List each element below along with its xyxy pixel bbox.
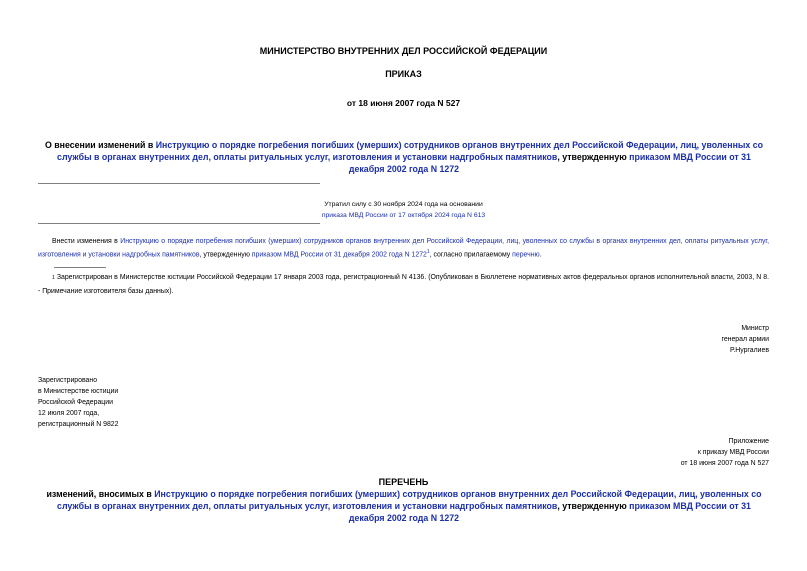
title-order-link[interactable]: приказом МВД России от 31 декабря 2002 года N 1272	[348, 152, 751, 174]
appendix-line: Приложение	[728, 438, 769, 445]
body-instruction-link[interactable]: Инструкцию о порядке погребения погибших (умерших) сотрудников органов внутренних дел Российской Федерации, лиц, уволенных со службы в органах внутренних дел, оплаты ритуальных услуг, изготовления и установки надгробных памятников	[38, 238, 769, 259]
registration-line: в Министерстве юстиции	[38, 388, 119, 395]
list-subtitle	[40, 488, 768, 524]
footnote-ref[interactable]: 1	[426, 249, 430, 255]
body-after: , согласно прилагаемому	[429, 251, 513, 259]
signature-position: Министр	[741, 325, 769, 332]
title-instruction-link[interactable]: Инструкцию о порядке погребения погибших (умерших) сотрудников органов внутренних дел Российской Федерации, лиц, уволенных со службы в органах внутренних дел, оплаты ритуальных услуг, изготовления и установки надгробных памятников	[57, 140, 763, 162]
registration-block	[38, 375, 118, 430]
list-prefix: изменений, вносимых в	[46, 489, 155, 499]
status-text: Утратил силу с 30 ноября 2024 года на основании	[324, 201, 483, 208]
footnote-mark: 1	[52, 275, 55, 281]
status-order-link[interactable]: приказа МВД России от 17 октября 2024 года N 613	[321, 212, 486, 219]
order-date: от 18 июня 2007 года N 527	[346, 98, 461, 108]
list-heading: ПЕРЕЧЕНЬ	[378, 477, 429, 487]
appendix-line: к приказу МВД России	[697, 449, 769, 456]
title-middle: , утвержденную	[557, 152, 630, 162]
signature-name: Р.Нургалиев	[730, 347, 769, 354]
order-heading: ПРИКАЗ	[385, 69, 422, 79]
document-title	[40, 139, 768, 175]
registration-line: регистрационный N 9822	[38, 421, 119, 428]
appendix-block	[681, 436, 769, 469]
list-middle: , утвержденную	[557, 501, 630, 511]
body-order-link[interactable]: приказом МВД России от 31 декабря 2002 года N 1272	[251, 251, 427, 259]
status-note	[0, 199, 807, 221]
signature-block	[721, 323, 769, 356]
list-order-link[interactable]: приказом МВД России от 31 декабря 2002 года N 1272	[348, 501, 751, 523]
footnote-text: Зарегистрирован в Министерстве юстиции Российской Федерации 17 января 2003 года, регистрационный N 4136. (Опубликован в Бюллетене нормативных актов федеральных органов исполнительной власти, 2003, N 8. - Примечание изготовителя базы данных).	[38, 274, 769, 295]
body-list-link[interactable]: перечню	[512, 251, 540, 259]
footnote	[38, 271, 769, 299]
body-paragraph	[38, 237, 769, 260]
signature-rank: генерал армии	[721, 336, 769, 343]
appendix-line: от 18 июня 2007 года N 527	[680, 460, 769, 467]
registration-line: Российской Федерации	[38, 399, 113, 406]
body-middle: , утвержденную	[199, 251, 252, 259]
body-prefix: Внести изменения в	[52, 238, 121, 245]
footnote-divider	[54, 267, 106, 268]
body-end: .	[539, 251, 542, 259]
divider-top	[38, 183, 320, 184]
title-prefix: О внесении изменений в	[44, 140, 156, 150]
list-instruction-link[interactable]: Инструкцию о порядке погребения погибших (умерших) сотрудников органов внутренних дел Российской Федерации, лиц, уволенных со службы в органах внутренних дел, оплаты ритуальных услуг, изготовления и установки надгробных памятников	[57, 489, 762, 511]
divider-bottom	[38, 223, 320, 224]
registration-line: 12 июля 2007 года,	[38, 410, 100, 417]
ministry-heading: МИНИСТЕРСТВО ВНУТРЕННИХ ДЕЛ РОССИЙСКОЙ ФЕДЕРАЦИИ	[259, 46, 548, 56]
registration-line: Зарегистрировано	[38, 377, 98, 384]
